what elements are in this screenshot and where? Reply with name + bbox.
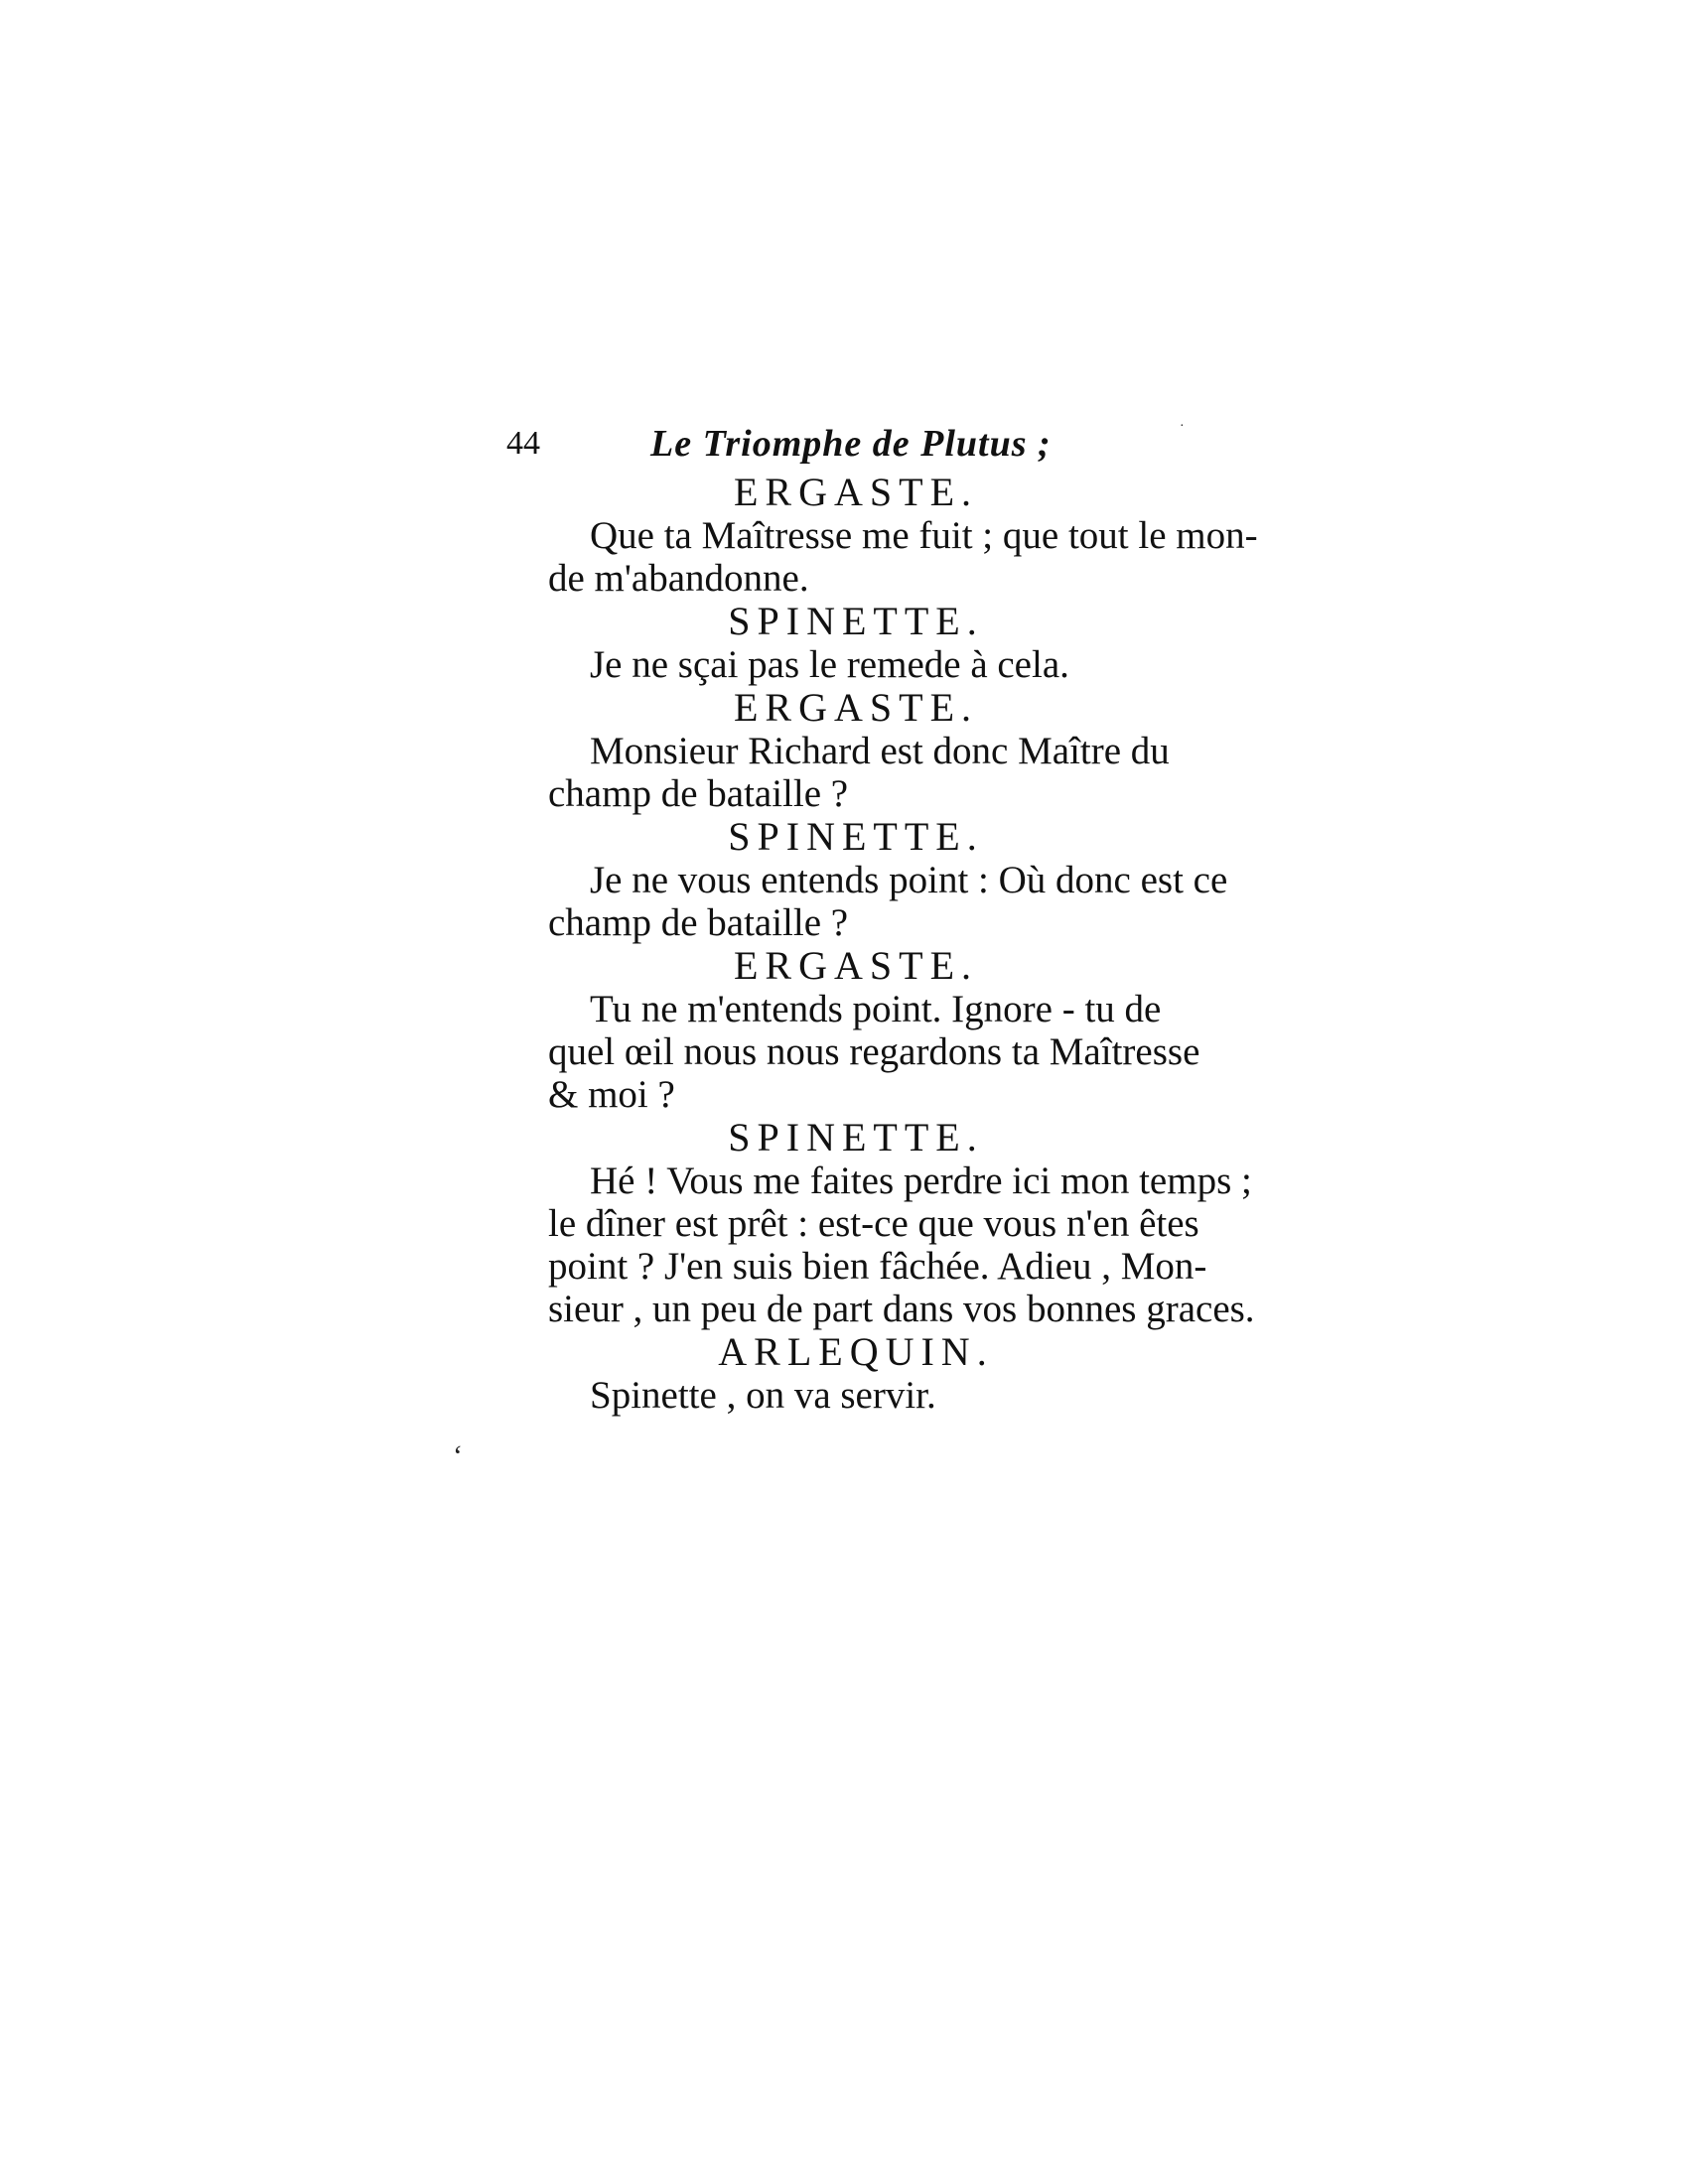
running-title: Le Triomphe de Plutus ;: [650, 423, 1052, 465]
speech-line: Que ta Maîtresse me fuit ; que tout le mon-: [590, 514, 1258, 557]
speech-text: [506, 730, 1182, 815]
speech-line: Je ne sçai pas le remede à cela.: [590, 643, 1069, 686]
speech-line: quel œil nous nous regardons ta Maîtresse: [548, 1030, 1200, 1073]
text-block: [506, 417, 1258, 1417]
running-head: [506, 417, 1182, 471]
speech-line: de m'abandonne.: [548, 557, 809, 600]
speech-line: & moi ?: [548, 1073, 675, 1116]
speaker-name: ARLEQUIN.: [718, 1329, 994, 1374]
page-number: 44: [506, 425, 540, 462]
speaker-name: ERGASTE.: [734, 943, 978, 988]
speaker-name: SPINETTE.: [728, 599, 984, 643]
speaker-name: ERGASTE.: [734, 470, 978, 514]
speech-text: [506, 859, 1228, 944]
speech-line: le dîner est prêt : est-ce que vous n'en êtes: [548, 1202, 1199, 1245]
stray-mark: ·: [1180, 419, 1185, 434]
speech-text: [506, 514, 1258, 600]
speech-line: champ de bataille ?: [548, 901, 849, 944]
speech-text: [506, 1374, 1182, 1417]
stray-mark: ʻ: [453, 1439, 463, 1472]
speech-line: Tu ne m'entends point. Ignore - tu de: [590, 988, 1162, 1030]
speech-line: point ? J'en suis bien fâchée. Adieu , Mon-: [548, 1245, 1207, 1288]
speech-line: Monsieur Richard est donc Maître du: [590, 730, 1170, 772]
speaker-name: ERGASTE.: [734, 685, 978, 730]
speaker-name: SPINETTE.: [728, 1115, 984, 1160]
speech-line: Je ne vous entends point : Où donc est ce: [590, 859, 1228, 901]
speaker-name: SPINETTE.: [728, 814, 984, 859]
speech-line: champ de bataille ?: [548, 772, 849, 815]
speech-line: sieur , un peu de part dans vos bonnes graces.: [548, 1288, 1255, 1330]
speech-line: Hé ! Vous me faites perdre ici mon temps ;: [590, 1160, 1252, 1202]
speech-text: [506, 643, 1182, 686]
speech-text: [506, 988, 1200, 1116]
speech-line: Spinette , on va servir.: [590, 1374, 936, 1417]
speech-text: [506, 1160, 1255, 1330]
